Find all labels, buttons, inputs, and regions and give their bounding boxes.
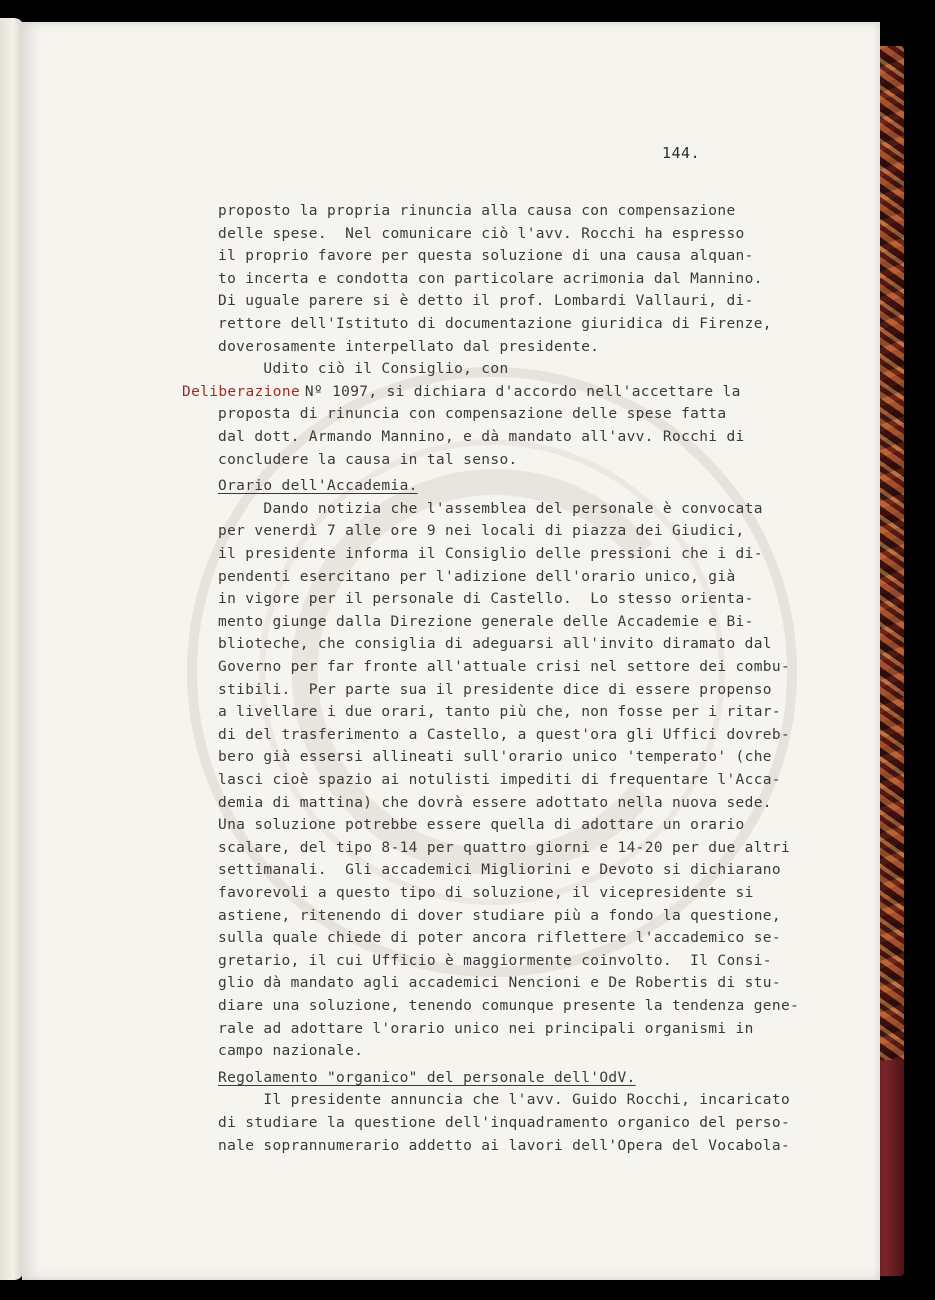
text-line: glio dà mandato agli accademici Nencioni e De Robertis di stu- — [218, 975, 781, 992]
text-line: proposto la propria rinuncia alla causa con compensazione — [218, 203, 736, 219]
text-line: lasci cioè spazio ai notulisti impediti di frequentare l'Acca- — [218, 772, 781, 788]
deliberation-text: Nº 1097, si dichiara d'accordo nell'accettare la — [295, 383, 741, 400]
text-line: gretario, il cui Ufficio è maggiormente coinvolto. Il Consi- — [218, 952, 772, 969]
text-line: Dando notizia che l'assemblea del personale è convocata — [218, 500, 763, 517]
section-heading: Orario dell'Accademia. — [218, 478, 418, 495]
text-line: di studiare la questione dell'inquadramento organico del perso- — [218, 1115, 791, 1131]
deliberation-label: Deliberazione — [182, 383, 301, 400]
text-line: rettore dell'Istituto di documentazione giuridica di Firenze, — [218, 316, 772, 332]
text-line: proposta di rinuncia con compensazione delle spese fatta — [218, 406, 727, 423]
text-line: il proprio favore per questa soluzione di una causa alquan- — [218, 248, 754, 265]
text-line: Governo per far fronte all'attuale crisi nel settore dei combu- — [218, 659, 791, 675]
text-line: sulla quale chiede di poter ancora riflettere l'accademico se- — [218, 930, 781, 947]
text-line: rale ad adottare l'orario unico nei principali organismi in — [218, 1020, 754, 1037]
text-line: dal dott. Armando Mannino, e dà mandato all'avv. Rocchi di — [218, 429, 745, 445]
text-line: in vigore per il personale di Castello. Lo stesso orienta- — [218, 591, 754, 608]
text-line: bero già essersi allineati sull'orario unico 'temperato' (che — [218, 749, 772, 766]
text-line: il presidente informa il Consiglio delle pressioni che i di- — [218, 546, 763, 562]
text-line: stibili. Per parte sua il presidente dice di essere propenso — [218, 681, 772, 698]
text-line: concludere la causa in tal senso. — [218, 451, 518, 468]
text-line: scalare, del tipo 8-14 per quattro giorni e 14-20 per due altri — [218, 839, 791, 856]
text-line: doverosamente interpellato dal presidente. — [218, 338, 600, 355]
text-line: Il presidente annuncia che l'avv. Guido Rocchi, incaricato — [218, 1092, 791, 1109]
text-line: di del trasferimento a Castello, a quest'ora gli Uffici dovreb- — [218, 726, 791, 743]
text-line: Una soluzione potrebbe essere quella di adottare un orario — [218, 817, 745, 834]
document-page — [22, 22, 880, 1280]
page-number: 144. — [662, 144, 701, 162]
previous-page-edge — [0, 18, 24, 1280]
text-line: Di uguale parere si è detto il prof. Lombardi Vallauri, di- — [218, 293, 754, 310]
text-line: favorevoli a questo tipo di soluzione, il vicepresidente si — [218, 885, 754, 901]
text-line: pendenti esercitano per l'adizione dell'orario unico, già — [218, 568, 736, 585]
text-line: delle spese. Nel comunicare ciò l'avv. Rocchi ha espresso — [218, 225, 745, 242]
text-line: Udito ciò il Consiglio, con — [218, 361, 509, 378]
text-line: demia di mattina) che dovrà essere adottato nella nuova sede. — [218, 794, 772, 811]
text-line: a livellare i due orari, tanto più che, non fosse per i ritar- — [218, 704, 781, 721]
section-heading: Regolamento "organico" del personale dell'OdV. — [218, 1069, 636, 1086]
text-line: campo nazionale. — [218, 1043, 364, 1060]
text-line: nale soprannumerario addetto ai lavori dell'Opera del Vocabola- — [218, 1137, 791, 1154]
text-line: settimanali. Gli accademici Migliorini e Devoto si dichiarano — [218, 862, 781, 879]
text-line: blioteche, che consiglia di adeguarsi all'invito diramato dal — [218, 636, 772, 653]
text-line: to incerta e condotta con particolare acrimonia dal Mannino. — [218, 270, 763, 287]
text-line: diare una soluzione, tenendo comunque presente la tendenza gene- — [218, 998, 800, 1014]
text-line: astiene, ritenendo di dover studiare più a fondo la questione, — [218, 907, 781, 924]
document-text — [22, 22, 880, 1280]
text-line: mento giunge dalla Direzione generale delle Accademie e Bi- — [218, 613, 754, 630]
text-line: per venerdì 7 alle ore 9 nei locali di piazza dei Giudici, — [218, 523, 745, 540]
